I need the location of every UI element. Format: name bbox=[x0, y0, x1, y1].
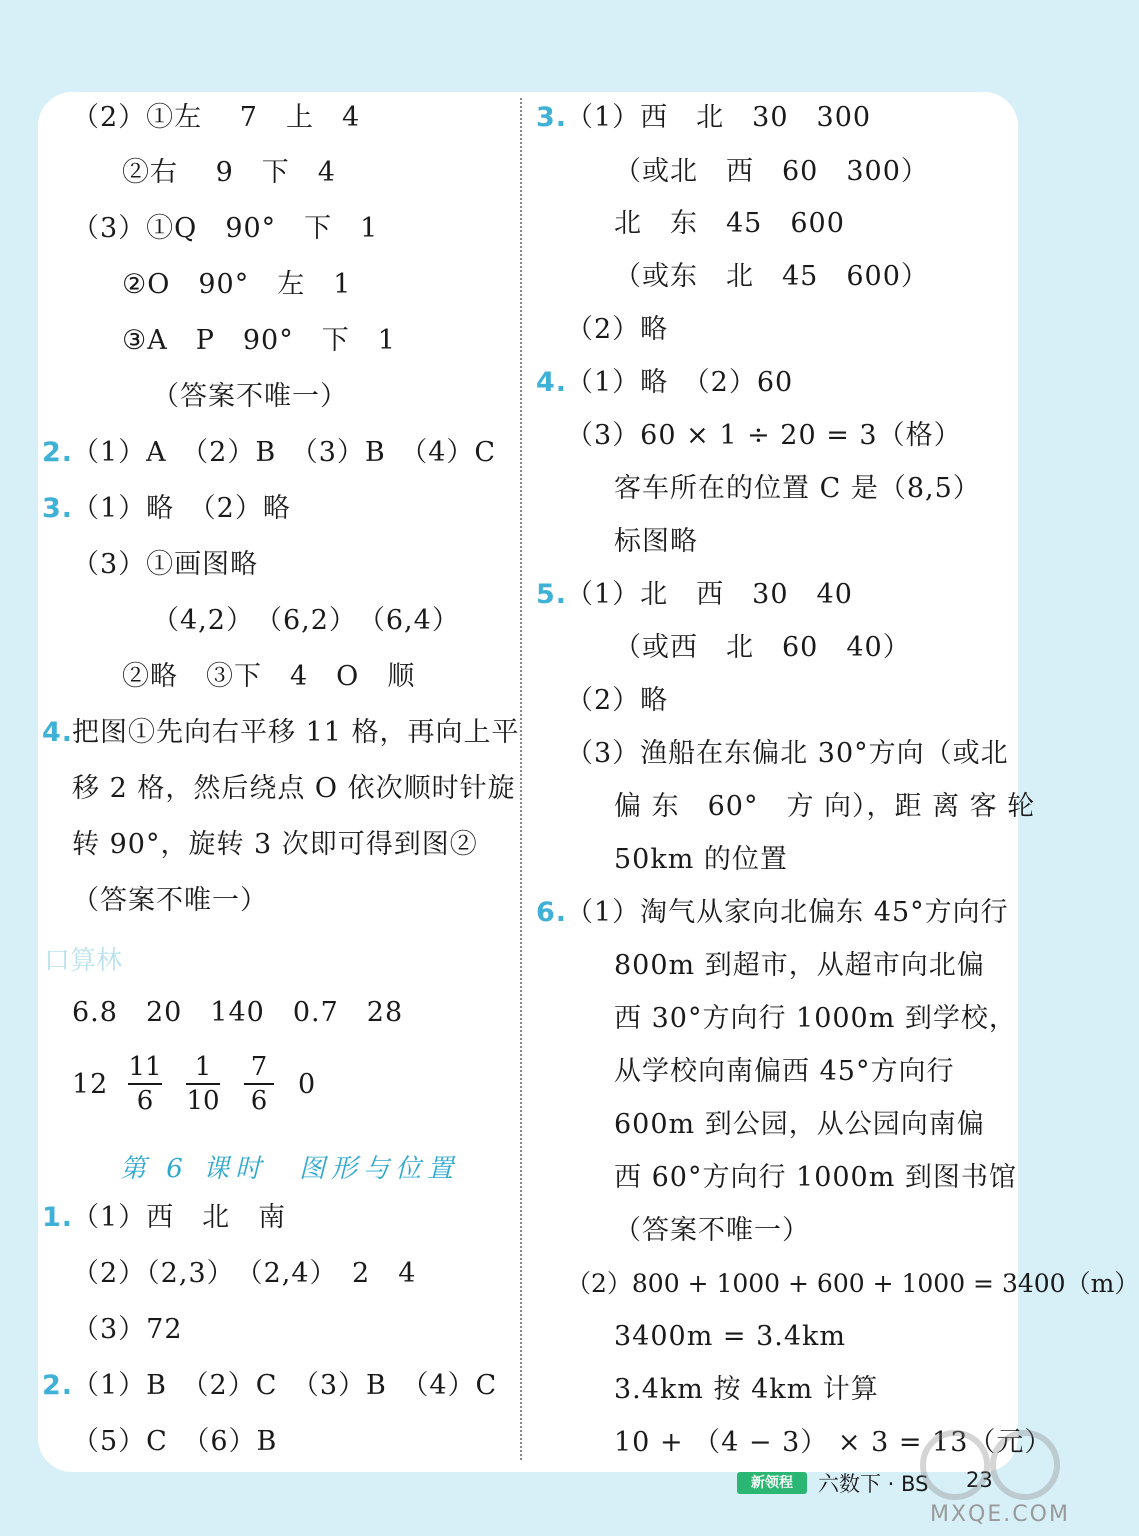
right-line: 50km 的位置 bbox=[614, 844, 788, 875]
left-line: ②右 9 下 4 bbox=[122, 157, 336, 188]
column-divider bbox=[520, 98, 522, 1460]
left-line: 把图①先向右平移 11 格，再向上平 bbox=[72, 717, 520, 748]
watermark-text: MXQE.COM bbox=[930, 1502, 1070, 1527]
publisher-logo: 新领程 bbox=[737, 1472, 807, 1494]
right-line: （2）800 + 1000 + 600 + 1000 = 3400（m） bbox=[566, 1269, 1139, 1298]
fraction-numerator: 11 bbox=[128, 1052, 162, 1082]
question-number: 4. bbox=[42, 717, 74, 748]
right-line: 3.4km 按 4km 计算 bbox=[614, 1374, 879, 1405]
question-number: 4. bbox=[536, 367, 568, 398]
fraction-numerator: 7 bbox=[250, 1052, 268, 1082]
kousuan-label: 口算林 bbox=[44, 946, 123, 976]
left-line: （3）72 bbox=[72, 1314, 183, 1345]
fraction-numerator: 1 bbox=[194, 1052, 212, 1082]
left-line: （1）A （2）B （3）B （4）C bbox=[72, 437, 497, 468]
left-line: 转 90°，旋转 3 次即可得到图② bbox=[72, 829, 478, 860]
fraction bbox=[244, 1052, 274, 1116]
left-line: ②略 ③下 4 O 顺 bbox=[122, 661, 416, 692]
right-line: 从学校向南偏西 45°方向行 bbox=[614, 1056, 955, 1087]
left-line: （答案不唯一） bbox=[152, 381, 348, 412]
right-line: （2）略 bbox=[566, 314, 669, 345]
right-line: 600m 到公园，从公园向南偏 bbox=[614, 1109, 985, 1140]
right-line: （或西 北 60 40） bbox=[614, 632, 911, 663]
question-number: 3. bbox=[536, 102, 568, 133]
left-line: （1）略 （2）略 bbox=[72, 493, 291, 524]
right-line: （1）略 （2）60 bbox=[566, 367, 794, 398]
fraction-bar bbox=[244, 1083, 274, 1085]
right-line: 西 30°方向行 1000m 到学校， bbox=[614, 1003, 1017, 1034]
right-line: 西 60°方向行 1000m 到图书馆 bbox=[614, 1162, 1017, 1193]
question-number: 2. bbox=[42, 437, 74, 468]
question-number: 5. bbox=[536, 579, 568, 610]
right-line: （1）淘气从家向北偏东 45°方向行 bbox=[566, 897, 1009, 928]
question-number: 1. bbox=[42, 1202, 74, 1233]
left-line: （1）西 北 南 bbox=[72, 1202, 287, 1233]
fraction-denominator: 6 bbox=[136, 1086, 154, 1116]
fraction bbox=[128, 1052, 162, 1116]
left-line: （2）（2,3） （2,4） 2 4 bbox=[72, 1258, 417, 1289]
right-line: （3）渔船在东偏北 30°方向（或北 bbox=[566, 738, 1009, 769]
left-line: 移 2 格，然后绕点 O 依次顺时针旋 bbox=[72, 773, 516, 804]
page-number: 23 bbox=[966, 1468, 993, 1492]
right-line: 10 + （4 − 3） × 3 = 13（元） bbox=[614, 1427, 1053, 1458]
left-line: ③A P 90° 下 1 bbox=[122, 325, 396, 356]
left-line: （3）①画图略 bbox=[72, 549, 259, 580]
right-line: 3400m = 3.4km bbox=[614, 1321, 847, 1352]
left-line: （2）①左 7 上 4 bbox=[72, 102, 361, 133]
kousuan-value: 0 bbox=[298, 1069, 317, 1100]
right-line: （3）60 × 1 ÷ 20 = 3（格） bbox=[566, 420, 962, 451]
left-line: （4,2） （6,2） （6,4） bbox=[152, 605, 460, 636]
right-line: 客车所在的位置 C 是（8,5） bbox=[614, 473, 981, 504]
right-line: 偏 东 60° 方 向），距 离 客 轮 bbox=[614, 791, 1036, 822]
question-number: 6. bbox=[536, 897, 568, 928]
left-line: （3）①Q 90° 下 1 bbox=[72, 213, 379, 244]
fraction-denominator: 10 bbox=[186, 1086, 220, 1116]
left-line: （答案不唯一） bbox=[72, 885, 268, 916]
section-heading: 第 6 课时 图形与位置 bbox=[120, 1154, 460, 1184]
right-line: （或东 北 45 600） bbox=[614, 261, 929, 292]
fraction-denominator: 6 bbox=[250, 1086, 268, 1116]
question-number: 2. bbox=[42, 1370, 74, 1401]
right-line: （1）北 西 30 40 bbox=[566, 579, 853, 610]
right-line: （1）西 北 30 300 bbox=[566, 102, 872, 133]
fraction bbox=[186, 1052, 220, 1116]
right-line: （或北 西 60 300） bbox=[614, 156, 929, 187]
question-number: 3. bbox=[42, 493, 74, 524]
right-line: 北 东 45 600 bbox=[614, 208, 845, 239]
right-line: （答案不唯一） bbox=[614, 1215, 810, 1246]
right-line: 800m 到超市，从超市向北偏 bbox=[614, 950, 985, 981]
kousuan-value: 12 bbox=[72, 1069, 109, 1100]
subject-label: 六数下 · BS bbox=[818, 1472, 929, 1496]
left-line: ②O 90° 左 1 bbox=[122, 269, 352, 300]
left-line: （1）B （2）C （3）B （4）C bbox=[72, 1370, 498, 1401]
fraction-bar bbox=[186, 1083, 220, 1085]
right-line: 标图略 bbox=[614, 526, 698, 557]
left-line: （5）C （6）B bbox=[72, 1426, 278, 1457]
fraction-bar bbox=[128, 1083, 162, 1085]
right-line: （2）略 bbox=[566, 685, 669, 716]
kousuan-row: 6.8 20 140 0.7 28 bbox=[72, 997, 404, 1028]
